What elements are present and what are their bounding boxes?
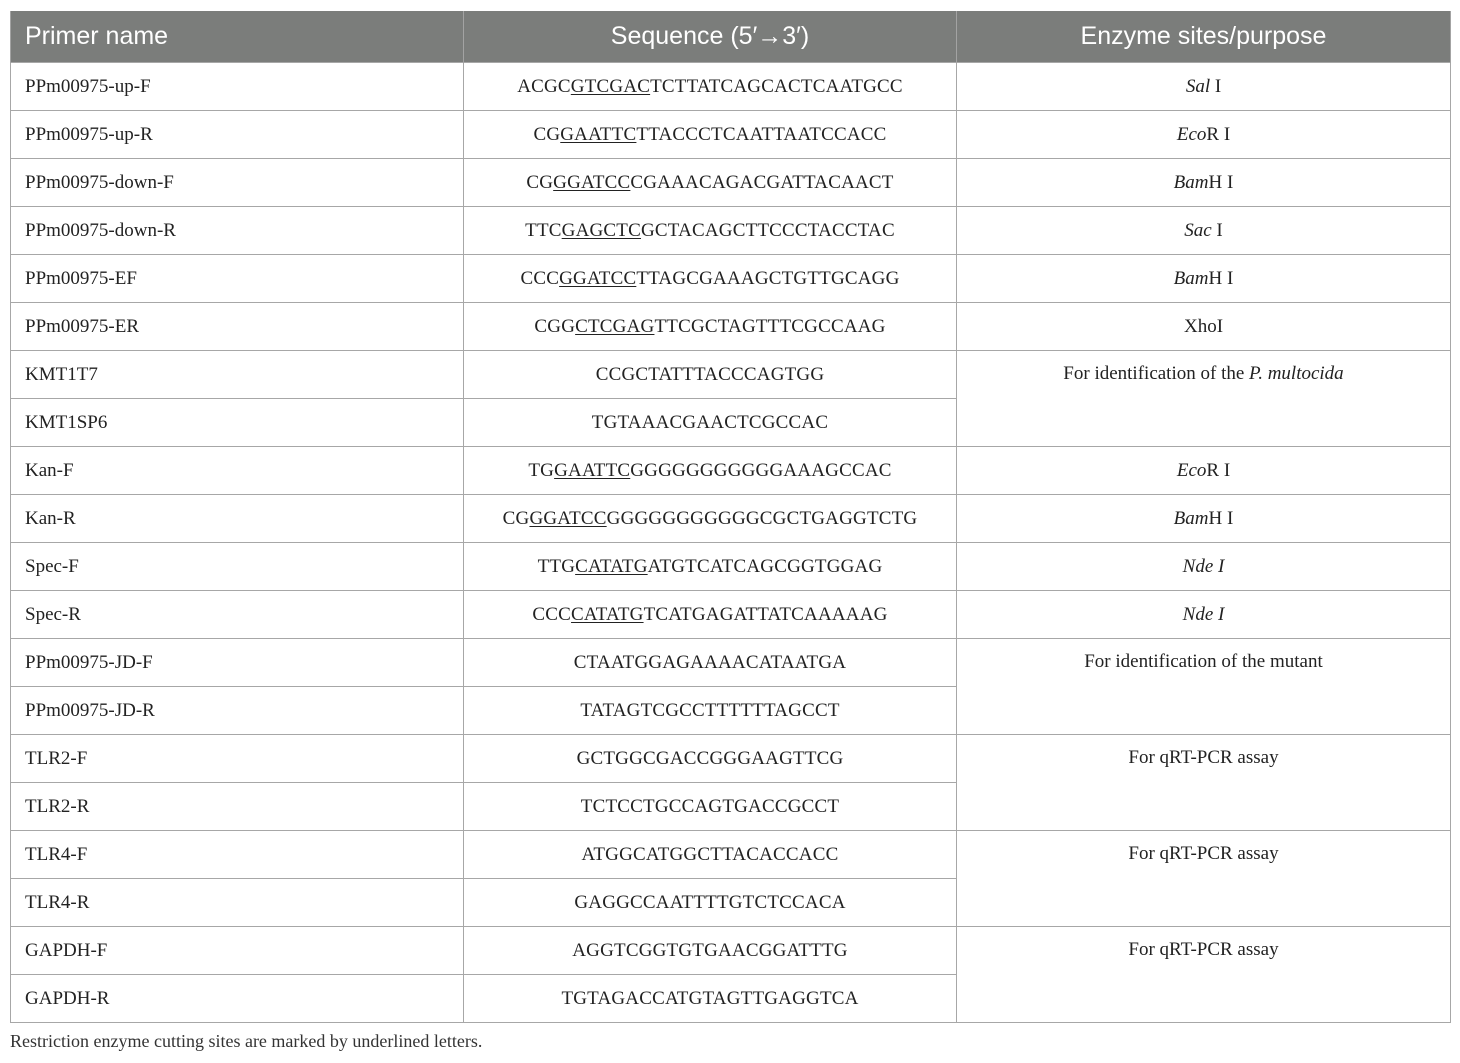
enzyme-site-cell: [957, 111, 1451, 159]
purpose-text: For qRT-PCR assay: [1128, 843, 1279, 864]
table-row: [11, 831, 1451, 879]
enzyme-name-italic: Sal: [1185, 75, 1211, 97]
restriction-site: GGATCC: [553, 171, 631, 193]
table-header-row: [11, 11, 1451, 63]
table-row: [11, 639, 1451, 687]
primer-name-cell: PPm00975-down-R: [11, 207, 464, 255]
sequence-suffix: GGGGGGGGGGGAAAGCCAC: [630, 459, 892, 481]
primer-name-cell: PPm00975-JD-F: [11, 639, 464, 687]
enzyme-site-cell: [957, 63, 1451, 111]
enzyme-name-italic: Bam: [1173, 267, 1209, 289]
enzyme-site-cell: [957, 303, 1451, 351]
sequence-prefix: TGTAGACCATGTAGTTGAGGTCA: [561, 987, 859, 1009]
sequence-cell: [464, 255, 957, 303]
sequence-prefix: GAGGCCAATTTTGTCTCCACA: [574, 891, 846, 913]
enzyme-name-rest: H I: [1208, 267, 1234, 289]
enzyme-name-italic: Eco: [1176, 459, 1207, 481]
sequence-cell: [464, 159, 957, 207]
enzyme-site-cell: [957, 495, 1451, 543]
table-row: [11, 591, 1451, 639]
enzyme-name-italic: Nde I: [1182, 555, 1225, 577]
primer-name-cell: Spec-F: [11, 543, 464, 591]
primer-table-container: [10, 11, 1450, 1023]
header-primer-name: Primer name: [11, 11, 464, 63]
sequence-prefix: ACGC: [517, 75, 571, 97]
sequence-cell: [464, 639, 957, 687]
header-sequence: Sequence (5′→3′): [464, 11, 957, 63]
primer-name-cell: TLR2-R: [11, 783, 464, 831]
purpose-cell: [957, 639, 1451, 735]
table-row: [11, 447, 1451, 495]
sequence-prefix: CG: [502, 507, 530, 529]
primer-name-cell: GAPDH-R: [11, 975, 464, 1023]
sequence-prefix: CTAATGGAGAAAACATAATGA: [573, 651, 847, 673]
enzyme-name-italic: Bam: [1173, 171, 1209, 193]
purpose-text: For identification of the mutant: [1084, 651, 1323, 672]
primer-name-cell: PPm00975-up-R: [11, 111, 464, 159]
sequence-prefix: TATAGTCGCCTTTTTTAGCCT: [580, 699, 840, 721]
enzyme-name-rest: I: [1211, 219, 1223, 241]
restriction-site: GTCGAC: [570, 75, 651, 97]
sequence-suffix: CGAAACAGACGATTACAACT: [630, 171, 894, 193]
table-row: [11, 495, 1451, 543]
restriction-site: GGATCC: [529, 507, 607, 529]
sequence-cell: [464, 303, 957, 351]
sequence-prefix: TTC: [525, 219, 562, 241]
sequence-suffix: TCATGAGATTATCAAAAAG: [643, 603, 888, 625]
enzyme-name-rest: R I: [1206, 459, 1231, 481]
primer-name-cell: GAPDH-F: [11, 927, 464, 975]
enzyme-site-cell: [957, 207, 1451, 255]
sequence-cell: [464, 543, 957, 591]
sequence-suffix: GCTACAGCTTCCCTACCTAC: [640, 219, 895, 241]
purpose-cell: [957, 927, 1451, 1023]
table-row: [11, 303, 1451, 351]
enzyme-name-rest: XhoI: [1183, 315, 1224, 337]
restriction-site: GAGCTC: [561, 219, 641, 241]
enzyme-name-italic: Bam: [1173, 507, 1209, 529]
sequence-cell: [464, 687, 957, 735]
purpose-cell: [957, 351, 1451, 447]
restriction-site: GGATCC: [559, 267, 637, 289]
restriction-site: CATATG: [571, 603, 644, 625]
table-row: [11, 255, 1451, 303]
primer-name-cell: KMT1T7: [11, 351, 464, 399]
sequence-prefix: ATGGCATGGCTTACACCACC: [581, 843, 839, 865]
sequence-prefix: CGG: [534, 315, 576, 337]
sequence-suffix: TCTTATCAGCACTCAATGCC: [650, 75, 903, 97]
sequence-suffix: TTACCCTCAATTAATCCACC: [636, 123, 887, 145]
sequence-cell: [464, 351, 957, 399]
sequence-cell: [464, 207, 957, 255]
sequence-cell: [464, 975, 957, 1023]
sequence-suffix: TTAGCGAAAGCTGTTGCAGG: [636, 267, 900, 289]
purpose-cell: [957, 831, 1451, 927]
primer-name-cell: PPm00975-EF: [11, 255, 464, 303]
enzyme-name-rest: H I: [1208, 171, 1234, 193]
table-footnote: Restriction enzyme cutting sites are marked by underlined letters.: [10, 1031, 483, 1051]
enzyme-site-cell: [957, 543, 1451, 591]
table-row: [11, 207, 1451, 255]
enzyme-name-rest: H I: [1208, 507, 1234, 529]
primer-table: [10, 11, 1451, 1023]
restriction-site: CTCGAG: [575, 315, 655, 337]
enzyme-site-cell: [957, 255, 1451, 303]
restriction-site: GAATTC: [560, 123, 637, 145]
enzyme-site-cell: [957, 159, 1451, 207]
sequence-prefix: TG: [528, 459, 555, 481]
primer-name-cell: PPm00975-up-F: [11, 63, 464, 111]
table-row: [11, 63, 1451, 111]
purpose-cell: [957, 735, 1451, 831]
enzyme-name-italic: Nde I: [1182, 603, 1225, 625]
table-row: [11, 735, 1451, 783]
enzyme-name-italic: Eco: [1176, 123, 1207, 145]
sequence-prefix: CCC: [520, 267, 560, 289]
enzyme-name-rest: I: [1210, 75, 1222, 97]
primer-name-cell: TLR2-F: [11, 735, 464, 783]
purpose-text: For identification of the: [1063, 363, 1250, 384]
enzyme-name-italic: Sac: [1184, 219, 1212, 241]
sequence-cell: [464, 591, 957, 639]
primer-name-cell: TLR4-F: [11, 831, 464, 879]
sequence-suffix: ATGTCATCAGCGGTGGAG: [647, 555, 883, 577]
table-row: [11, 159, 1451, 207]
primer-name-cell: KMT1SP6: [11, 399, 464, 447]
enzyme-site-cell: [957, 447, 1451, 495]
sequence-cell: [464, 735, 957, 783]
sequence-prefix: CG: [533, 123, 561, 145]
primer-name-cell: Spec-R: [11, 591, 464, 639]
sequence-prefix: AGGTCGGTGTGAACGGATTTG: [572, 939, 848, 961]
primer-name-cell: PPm00975-JD-R: [11, 687, 464, 735]
header-enzyme-sites: Enzyme sites/purpose: [957, 11, 1451, 63]
table-row: [11, 543, 1451, 591]
primer-name-cell: TLR4-R: [11, 879, 464, 927]
sequence-suffix: TTCGCTAGTTTCGCCAAG: [654, 315, 886, 337]
sequence-cell: [464, 879, 957, 927]
enzyme-site-cell: [957, 591, 1451, 639]
sequence-cell: [464, 111, 957, 159]
sequence-cell: [464, 495, 957, 543]
restriction-site: GAATTC: [554, 459, 631, 481]
table-row: [11, 111, 1451, 159]
sequence-prefix: TTG: [537, 555, 576, 577]
table-row: [11, 927, 1451, 975]
sequence-prefix: TGTAAACGAACTCGCCAC: [591, 411, 829, 433]
sequence-prefix: CG: [526, 171, 554, 193]
primer-name-cell: Kan-F: [11, 447, 464, 495]
sequence-suffix: GGGGGGGGGGGCGCTGAGGTCTG: [606, 507, 918, 529]
restriction-site: CATATG: [575, 555, 648, 577]
sequence-cell: [464, 927, 957, 975]
sequence-prefix: CCC: [532, 603, 572, 625]
enzyme-name-rest: R I: [1206, 123, 1231, 145]
purpose-text: For qRT-PCR assay: [1128, 939, 1279, 960]
primer-name-cell: PPm00975-ER: [11, 303, 464, 351]
sequence-prefix: GCTGGCGACCGGGAAGTTCG: [576, 747, 844, 769]
table-body: [11, 63, 1451, 1023]
sequence-cell: [464, 831, 957, 879]
sequence-cell: [464, 447, 957, 495]
sequence-cell: [464, 399, 957, 447]
sequence-prefix: CCGCTATTTACCCAGTGG: [595, 363, 825, 385]
purpose-organism-italic: P. multocida: [1249, 363, 1344, 384]
purpose-text: For qRT-PCR assay: [1128, 747, 1279, 768]
sequence-prefix: TCTCCTGCCAGTGACCGCCT: [580, 795, 840, 817]
primer-name-cell: Kan-R: [11, 495, 464, 543]
table-row: [11, 351, 1451, 399]
sequence-cell: [464, 63, 957, 111]
primer-name-cell: PPm00975-down-F: [11, 159, 464, 207]
sequence-cell: [464, 783, 957, 831]
